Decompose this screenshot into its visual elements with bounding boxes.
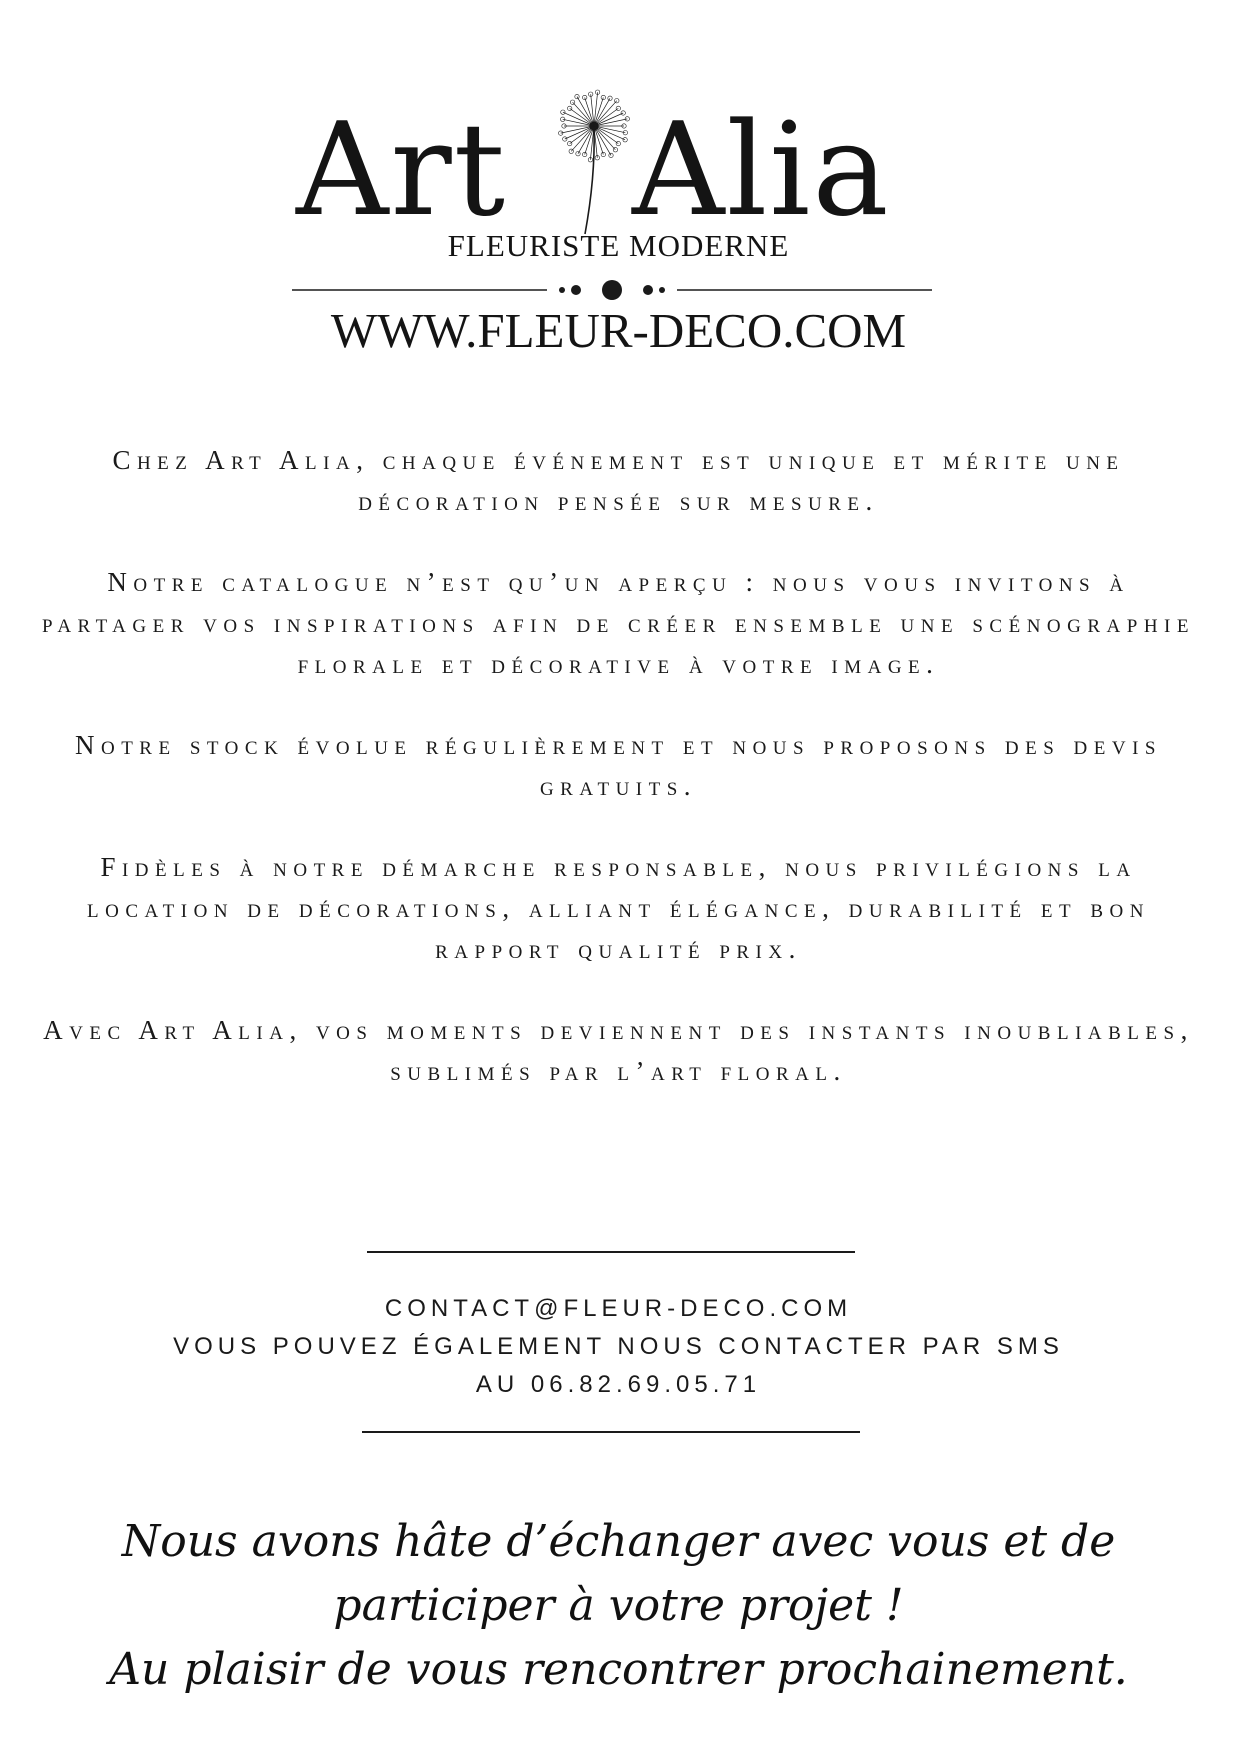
logo-word-art: Art — [296, 96, 508, 245]
paragraph-5: Avec Art Alia, vos moments deviennent des instants inoubliables, sublimés par l’art floral. — [43, 1015, 1194, 1086]
ornament-divider — [292, 275, 932, 305]
paragraph-2: Notre catalogue n’est qu’un aperçu : nous vous invitons à partager vos inspirations afin de créer ensemble une scénographie florale et décorative à votre image. — [42, 567, 1195, 679]
dandelion-icon — [557, 86, 631, 236]
website-url: WWW.FLEUR-DECO.COM — [330, 303, 907, 358]
art-alia-logo — [0, 78, 1237, 378]
paragraph-4: Fidèles à notre démarche responsable, nous privilégions la location de décorations, alliant élégance, durabilité et bon rapport qualité prix. — [87, 852, 1150, 964]
contact-top-rule — [367, 1251, 855, 1253]
contact-email[interactable]: CONTACT@FLEUR-DECO.COM — [384, 1295, 853, 1322]
closing-message — [30, 1510, 1207, 1702]
closing-line-3: Au plaisir de vous rencontrer prochainement. — [109, 1644, 1128, 1695]
closing-line-1: Nous avons hâte d’échanger avec vous et de — [121, 1516, 1116, 1567]
contact-sms-line-2: AU 06.82.69.05.71 — [475, 1371, 762, 1398]
contact-bottom-rule — [362, 1431, 860, 1433]
logo-word-alia: Alia — [632, 96, 891, 245]
logo-tagline: FLEURISTE MODERNE — [447, 228, 790, 263]
contact-sms-line-1: VOUS POUVEZ ÉGALEMENT NOUS CONTACTER PAR SMS — [173, 1333, 1064, 1360]
paragraph-3: Notre stock évolue régulièrement et nous proposons des devis gratuits. — [74, 730, 1162, 801]
contact-block — [40, 1290, 1197, 1404]
closing-line-2: participer à votre projet ! — [333, 1580, 904, 1631]
paragraph-1: Chez Art Alia, chaque événement est unique et mérite une décoration pensée sur mesure. — [112, 445, 1125, 516]
intro-text — [40, 440, 1197, 1132]
